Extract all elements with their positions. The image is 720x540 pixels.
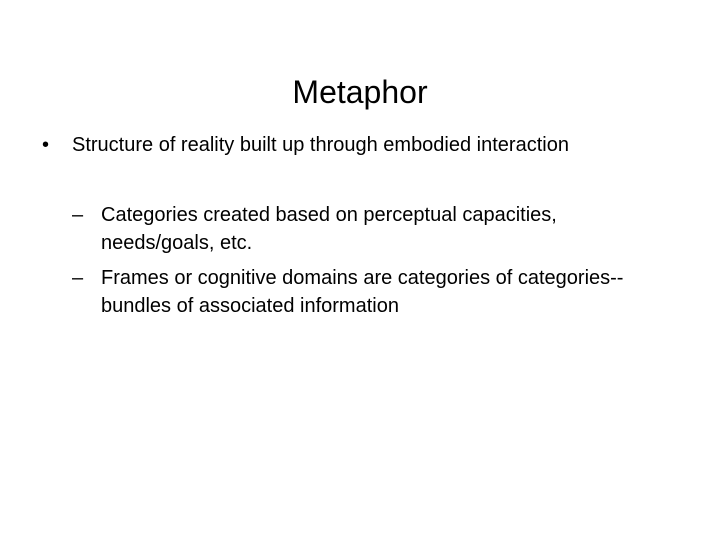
sub-bullet-text: Frames or cognitive domains are categories of categories--bundles of associated information: [101, 267, 624, 317]
bullet-item: [42, 132, 569, 158]
bullet-icon: •: [42, 134, 50, 156]
sub-bullet-text: Categories created based on perceptual capacities, needs/goals, etc.: [101, 204, 557, 254]
slide-title: Metaphor: [292, 74, 428, 110]
dash-icon: –: [72, 267, 84, 289]
dash-icon: –: [72, 204, 84, 226]
bullet-text: Structure of reality built up through embodied interaction: [72, 134, 569, 156]
sub-bullet-item: [72, 201, 672, 257]
sub-bullet-item: [72, 264, 672, 320]
